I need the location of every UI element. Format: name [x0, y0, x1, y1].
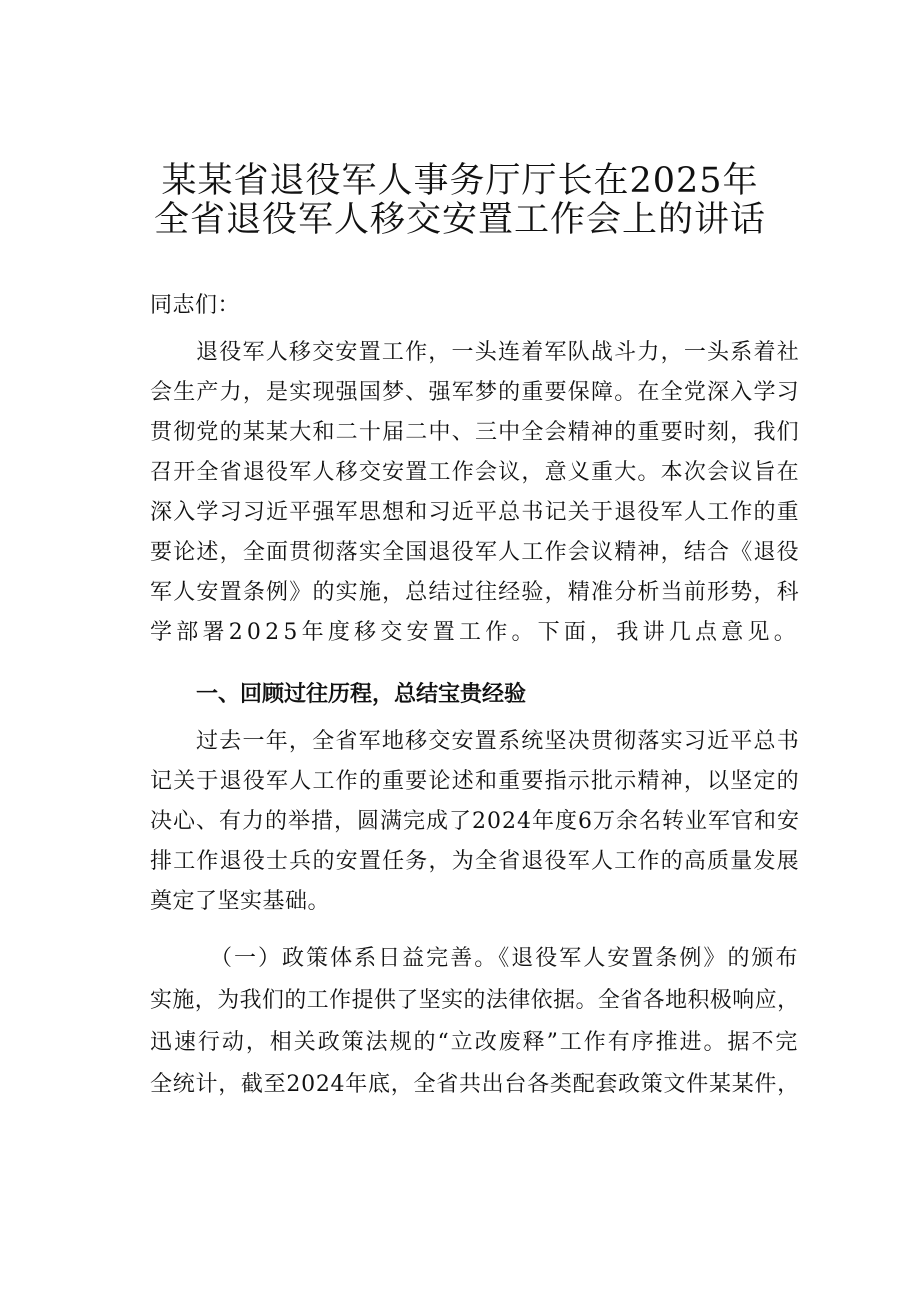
- paragraph-1-line-3: 贯彻党的某某大和二十届二中、三中全会精神的重要时刻，我们: [150, 420, 800, 445]
- paragraph-2-line-3: 决心、有力的举措，圆满完成了2024年度6万余名转业军官和安: [150, 809, 800, 834]
- paragraph-2-line-2: 记关于退役军人工作的重要论述和重要指示批示精神，以坚定的: [150, 769, 800, 794]
- paragraph-3-line-2: 实施，为我们的工作提供了坚实的法律依据。全省各地积极响应，: [150, 988, 800, 1013]
- paragraph-1-line-8: 学部署2025年度移交安置工作。下面，我讲几点意见。: [150, 620, 800, 645]
- salutation: 同志们：: [150, 293, 241, 318]
- paragraph-2-line-4: 排工作退役士兵的安置任务，为全省退役军人工作的高质量发展: [150, 849, 800, 874]
- paragraph-3-line-1: （一）政策体系日益完善。《退役军人安置条例》的颁布: [210, 946, 800, 971]
- paragraph-2-line-5: 奠定了坚实基础。: [150, 889, 331, 914]
- paragraph-3-line-4: 全统计，截至2024年底，全省共出台各类配套政策文件某某件，: [150, 1072, 800, 1097]
- paragraph-2-line-1: 过去一年，全省军地移交安置系统坚决贯彻落实习近平总书: [196, 729, 800, 754]
- document-title-line-2: 全省退役军人移交安置工作会上的讲话: [153, 200, 766, 240]
- document-title-line-1: 某某省退役军人事务厅厅长在2025年: [161, 161, 759, 201]
- paragraph-1-line-4: 召开全省退役军人移交安置工作会议，意义重大。本次会议旨在: [150, 460, 800, 485]
- paragraph-1-line-6: 要论述，全面贯彻落实全国退役军人工作会议精神，结合《退役: [150, 540, 800, 565]
- paragraph-1-line-5: 深入学习习近平强军思想和习近平总书记关于退役军人工作的重: [150, 500, 800, 525]
- section-heading-1: 一、回顾过往历程，总结宝贵经验: [196, 682, 527, 707]
- paragraph-1-line-1: 退役军人移交安置工作，一头连着军队战斗力，一头系着社: [196, 340, 800, 365]
- paragraph-1-line-7: 军人安置条例》的实施，总结过往经验，精准分析当前形势，科: [150, 580, 800, 605]
- paragraph-1-line-2: 会生产力，是实现强国梦、强军梦的重要保障。在全党深入学习: [150, 380, 800, 405]
- paragraph-3-line-3: 迅速行动，相关政策法规的“立改废释”工作有序推进。据不完: [150, 1030, 800, 1055]
